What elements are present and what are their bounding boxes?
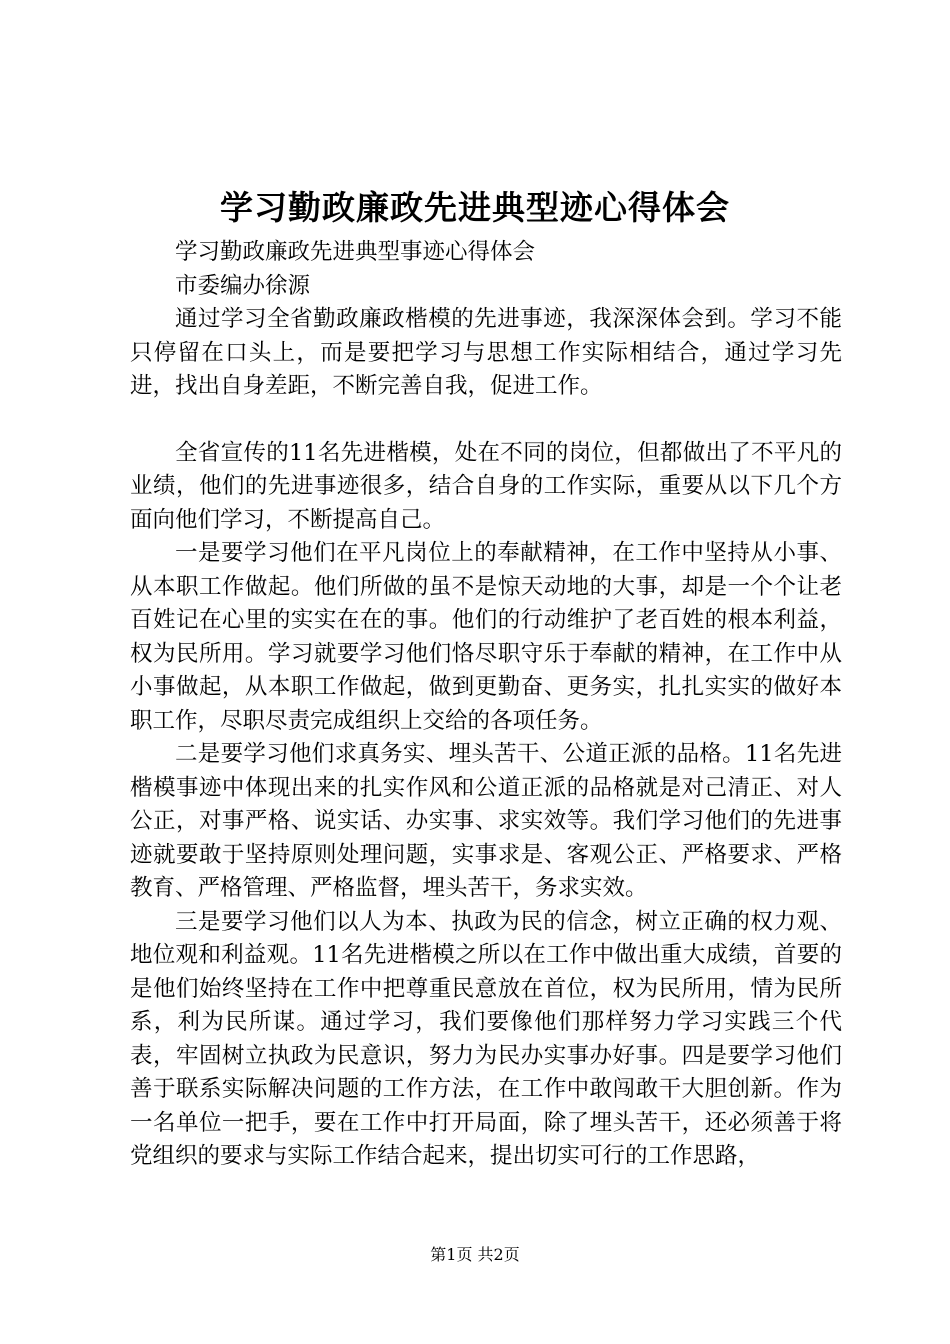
body-paragraph-1: 通过学习全省勤政廉政楷模的先进事迹，我深深体会到。学习不能只停留在口头上，而是要把学习与思想工作实际相结合，通过学习先进，找出自身差距，不断完善自我，促进工作。	[130, 306, 842, 399]
page-number-footer: 第1页 共2页	[430, 1245, 520, 1264]
body-paragraph-2: 全省宣传的11名先进楷模，处在不同的岗位，但都做出了不平凡的业绩，他们的先进事迹很多，结合自身的工作实际，重要从以下几个方面向他们学习，不断提高自己。	[130, 439, 842, 533]
body-paragraph-3: 一是要学习他们在平凡岗位上的奉献精神，在工作中坚持从小事、从本职工作做起。他们所做的虽不是惊天动地的大事，却是一个个让老百姓记在心里的实实在在的事。他们的行动维护了老百姓的根本利益，权为民所用。学习就要学习他们恪尽职守乐于奉献的精神，在工作中从小事做起，从本职工作做起，做到更勤奋、更务实，扎扎实实的做好本职工作，尽职尽责完成组织上交给的各项任务。	[130, 540, 842, 734]
body-paragraph-5: 三是要学习他们以人为本、执政为民的信念，树立正确的权力观、地位观和利益观。11名先进楷模之所以在工作中做出重大成绩，首要的是他们始终坚持在工作中把尊重民意放在首位，权为民所用，情为民所系，利为民所谋。通过学习，我们要像他们那样努力学习实践三个代表，牢固树立执政为民意识，努力为民办实事办好事。四是要学习他们善于联系实际解决问题的工作方法，在工作中敢闯敢干大胆创新。作为一名单位一把手，要在工作中打开局面，除了埋头苦干，还必须善于将党组织的要求与实际工作结合起来，提出切实可行的工作思路，	[130, 908, 842, 1169]
document-title: 学习勤政廉政先进典型迹心得体会	[220, 188, 730, 227]
document-body	[130, 236, 842, 1174]
body-paragraph-4: 二是要学习他们求真务实、埋头苦干、公道正派的品格。11名先进楷模事迹中体现出来的扎实作风和公道正派的品格就是对己清正、对人公正，对事严格、说实话、办实事、求实效等。我们学习他们的先进事迹就要敢于坚持原则处理问题，实事求是、客观公正、严格要求、严格教育、严格管理、严格监督，埋头苦干，务求实效。	[130, 741, 842, 901]
document-author: 市委编办徐源	[175, 272, 311, 299]
document-subtitle: 学习勤政廉政先进典型事迹心得体会	[175, 239, 536, 265]
